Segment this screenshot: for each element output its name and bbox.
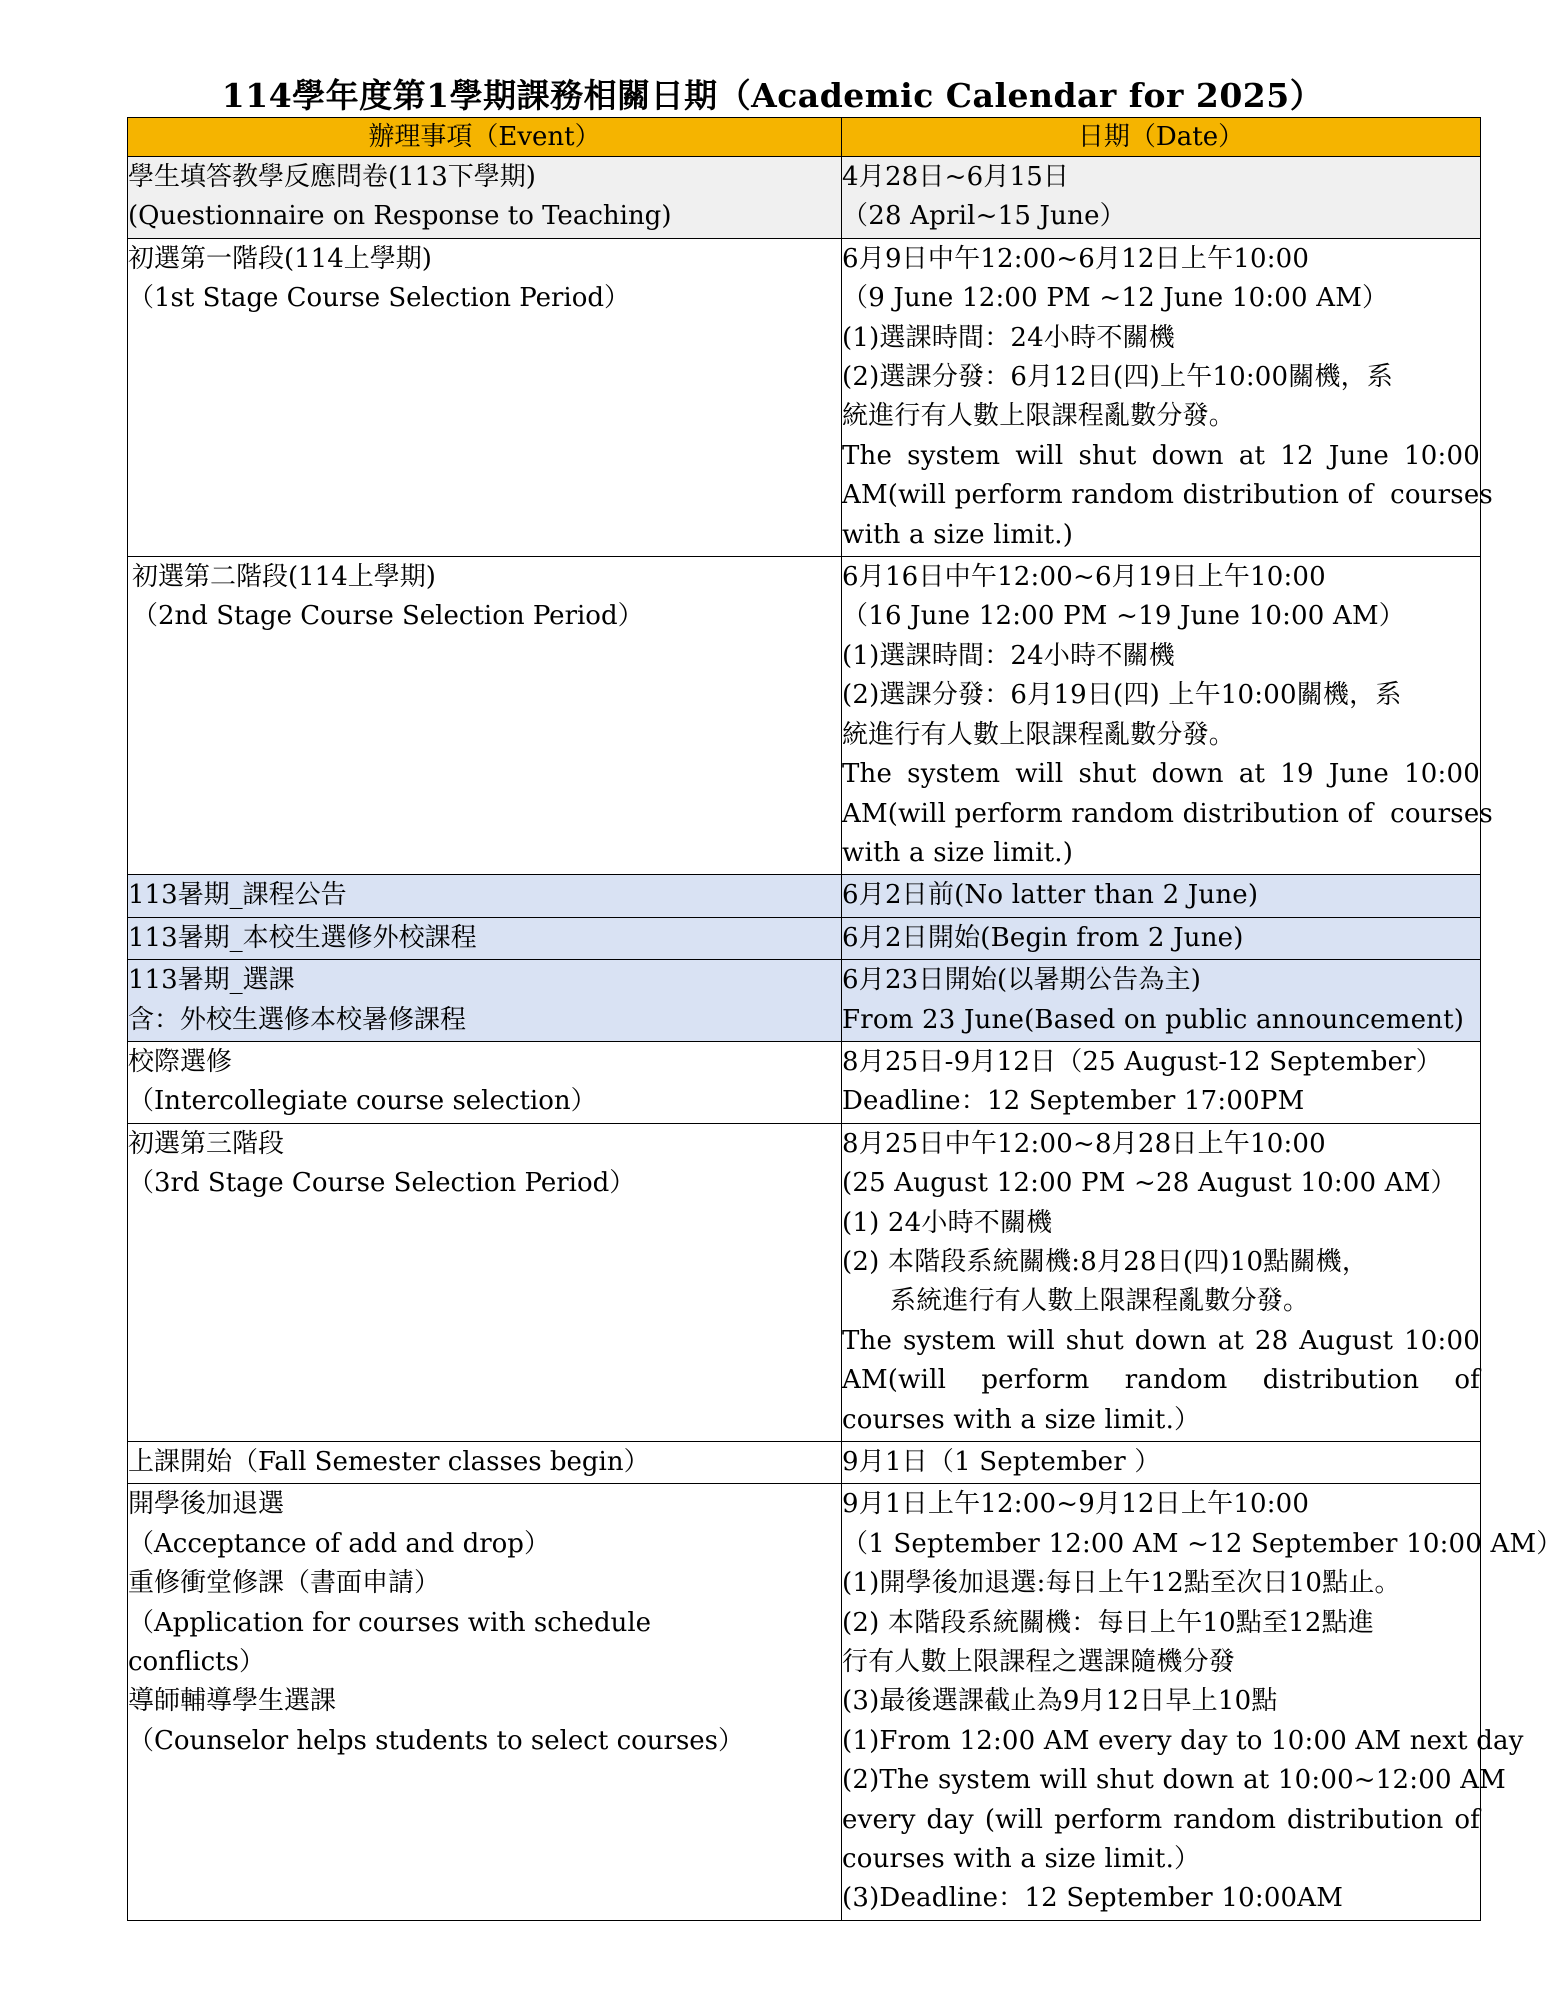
- date-cell: [842, 1484, 1563, 1920]
- event-cell: [128, 1041, 842, 1123]
- page-title: 114學年度第1學期課務相關日期（Academic Calendar for 2025）: [221, 76, 1324, 115]
- date-text-line: with a size limit.): [842, 837, 1074, 868]
- academic-calendar-table: [127, 117, 1563, 1921]
- event-text-line: (Questionnaire on Response to Teaching): [128, 201, 672, 232]
- date-text-line: （16 June 12:00 PM ~19 June 10:00 AM）: [842, 601, 1405, 632]
- date-text-line: 9月1日上午12:00~9月12日上午10:00: [842, 1489, 1310, 1520]
- table-row: [128, 238, 1481, 556]
- date-cell: [842, 1041, 1481, 1123]
- date-cell: [842, 1442, 1481, 1484]
- date-text-line: (25 August 12:00 PM ~28 August 10:00 AM）: [842, 1168, 1457, 1199]
- event-text-line: 學生填答教學反應問卷(113下學期): [128, 162, 536, 192]
- event-text-line: 初選第二階段(114上學期): [132, 562, 436, 593]
- date-text-line: (1)選課時間：24小時不關機: [842, 322, 1175, 353]
- date-text-line: (2)選課分發：6月12日(四)上午10:00關機，系: [842, 362, 1394, 393]
- event-column-header: 辦理事項（Event）: [128, 118, 842, 157]
- date-text-line: The system will shut down at 28 August 10:00: [842, 1325, 1480, 1356]
- date-cell: [842, 875, 1481, 917]
- date-text-line: with a size limit.): [842, 519, 1074, 550]
- date-text-line: AM(will perform random distribution of: [842, 1365, 1480, 1396]
- event-cell: [128, 238, 842, 556]
- date-text-line: 4月28日~6月15日: [842, 162, 1070, 192]
- date-text-line: 6月9日中午12:00~6月12日上午10:00: [842, 243, 1310, 274]
- date-text-line: 行有人數上限課程之選課隨機分發: [842, 1647, 1236, 1678]
- event-text-line: （Application for courses with schedule: [128, 1607, 652, 1638]
- event-text-line: 初選第一階段(114上學期): [128, 243, 432, 274]
- event-text-line: 導師輔導學生選課: [128, 1686, 337, 1717]
- event-text-line: 113暑期_選課: [128, 965, 295, 996]
- date-cell: [842, 157, 1481, 239]
- table-row: [128, 1484, 1481, 1920]
- date-cell: [842, 960, 1481, 1042]
- date-text-line: courses with a size limit.）: [842, 1404, 1201, 1435]
- event-text-line: （3rd Stage Course Selection Period）: [128, 1168, 636, 1199]
- date-text-line: (3)Deadline：12 September 10:00AM: [842, 1883, 1344, 1914]
- date-text-line: （1 September 12:00 AM ~12 September 10:00 AM）: [842, 1528, 1563, 1559]
- date-column-header: 日期（Date）: [842, 118, 1481, 157]
- event-cell: [128, 1484, 842, 1920]
- date-text-line: Deadline：12 September 17:00PM: [842, 1086, 1305, 1117]
- date-text-line: (3)最後選課截止為9月12日早上10點: [842, 1686, 1278, 1717]
- event-text-line: conflicts）: [128, 1647, 265, 1678]
- date-text-line: 6月2日前(No latter than 2 June): [842, 880, 1259, 911]
- date-cell: [842, 1123, 1481, 1441]
- event-cell: [128, 960, 842, 1042]
- event-text-line: 重修衝堂修課（書面申請）: [128, 1568, 441, 1599]
- table-row: [128, 1123, 1481, 1441]
- date-text-line: The system will shut down at 19 June 10:00: [842, 759, 1480, 790]
- event-text-line: 校際選修: [128, 1046, 233, 1077]
- event-cell: [128, 917, 842, 959]
- date-text-line: 8月25日-9月12日（25 August-12 September）: [842, 1046, 1443, 1077]
- event-text-line: （2nd Stage Course Selection Period）: [132, 601, 644, 632]
- date-text-line: every day (will perform random distribution of: [842, 1804, 1480, 1835]
- event-text-line: 初選第三階段: [128, 1128, 285, 1159]
- event-text-line: 上課開始（Fall Semester classes begin）: [128, 1447, 650, 1477]
- date-text-line: 系統進行有人數上限課程亂數分發。: [890, 1286, 1310, 1317]
- date-text-line: (2) 本階段系統關機：每日上午10點至12點進: [842, 1607, 1375, 1638]
- event-text-line: 113暑期_本校生選修外校課程: [128, 922, 477, 953]
- date-cell: [842, 557, 1493, 875]
- date-text-line: 統進行有人數上限課程亂數分發。: [842, 719, 1236, 750]
- date-text-line: 統進行有人數上限課程亂數分發。: [842, 401, 1236, 432]
- date-text-line: 6月16日中午12:00~6月19日上午10:00: [842, 562, 1326, 593]
- date-text-line: (2)選課分發：6月19日(四) 上午10:00關機，系: [842, 680, 1402, 711]
- date-text-line: (1)From 12:00 AM every day to 10:00 AM next day: [842, 1725, 1524, 1756]
- date-text-line: (2) 本階段系統關機:8月28日(四)10點關機，: [842, 1246, 1369, 1277]
- event-cell: [128, 1442, 842, 1484]
- date-text-line: 6月23日開始(以暑期公告為主): [842, 965, 1202, 996]
- date-text-line: AM(will perform random distribution of courses: [842, 798, 1493, 829]
- date-text-line: 9月1日（1 September ）: [842, 1447, 1161, 1477]
- table-row: [128, 917, 1481, 959]
- date-text-line: 6月2日開始(Begin from 2 June): [842, 922, 1244, 953]
- date-text-line: 8月25日中午12:00~8月28日上午10:00: [842, 1128, 1326, 1159]
- table-row: [128, 960, 1481, 1042]
- event-text-line: （Intercollegiate course selection）: [128, 1086, 597, 1117]
- date-text-line: (1)選課時間：24小時不關機: [842, 640, 1175, 671]
- table-row: [128, 1442, 1481, 1484]
- event-cell: [128, 1123, 842, 1441]
- date-cell: [842, 238, 1493, 556]
- event-text-line: （1st Stage Course Selection Period）: [128, 283, 631, 314]
- date-text-line: (1) 24小時不關機: [842, 1207, 1053, 1238]
- event-text-line: （Counselor helps students to select courses）: [128, 1725, 745, 1756]
- event-cell: [128, 157, 842, 239]
- date-cell: [842, 917, 1481, 959]
- date-text-line: From 23 June(Based on public announcement): [842, 1004, 1465, 1035]
- date-text-line: (1)開學後加退選:每日上午12點至次日10點止。: [842, 1568, 1401, 1599]
- date-text-line: (2)The system will shut down at 10:00~12:00 AM: [842, 1765, 1506, 1796]
- date-text-line: （28 April~15 June）: [842, 201, 1126, 232]
- table-row: [128, 157, 1481, 239]
- date-text-line: （9 June 12:00 PM ~12 June 10:00 AM）: [842, 283, 1389, 314]
- event-text-line: 開學後加退選: [128, 1489, 285, 1520]
- event-text-line: 113暑期_課程公告: [128, 880, 347, 911]
- table-header-row: [128, 118, 1481, 157]
- table-row: [128, 1041, 1481, 1123]
- date-text-line: AM(will perform random distribution of courses: [842, 480, 1493, 511]
- event-cell: [128, 875, 842, 917]
- event-cell: [128, 557, 842, 875]
- event-text-line: 含：外校生選修本校暑修課程: [128, 1004, 467, 1035]
- table-row: [128, 875, 1481, 917]
- event-text-line: （Acceptance of add and drop）: [128, 1528, 550, 1559]
- table-row: [128, 557, 1481, 875]
- date-text-line: The system will shut down at 12 June 10:00: [842, 440, 1480, 471]
- date-text-line: courses with a size limit.）: [842, 1844, 1201, 1875]
